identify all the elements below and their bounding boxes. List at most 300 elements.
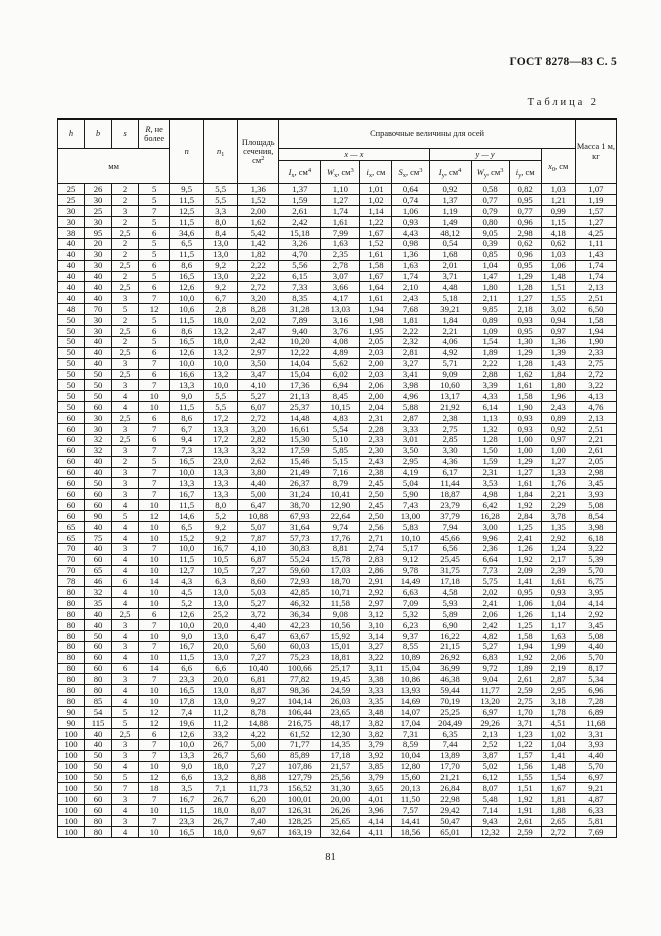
cell: 3,07 bbox=[321, 271, 360, 282]
cell: 4,70 bbox=[279, 249, 321, 260]
cell: 8,0 bbox=[204, 217, 238, 228]
cell: 26,7 bbox=[204, 739, 238, 750]
cell: 50 bbox=[85, 783, 112, 794]
cell: 60 bbox=[85, 489, 112, 500]
cell: 59,44 bbox=[429, 685, 471, 696]
cell: 0,93 bbox=[509, 424, 541, 435]
cell: 1,07 bbox=[575, 184, 616, 195]
cell: 0,94 bbox=[541, 315, 575, 326]
cell: 3,35 bbox=[360, 696, 392, 707]
cell: 25,56 bbox=[321, 772, 360, 783]
cell: 40 bbox=[58, 249, 85, 260]
table-row bbox=[58, 413, 617, 424]
cell: 40 bbox=[58, 260, 85, 271]
cell: 75 bbox=[85, 532, 112, 543]
cell: 1,52 bbox=[360, 238, 392, 249]
cell: 1,58 bbox=[509, 391, 541, 402]
cell: 3,72 bbox=[238, 609, 279, 620]
cell: 2,75 bbox=[509, 696, 541, 707]
cell: 13,3 bbox=[170, 750, 204, 761]
cell: 1,02 bbox=[360, 195, 392, 206]
cell: 6 bbox=[139, 369, 170, 380]
cell: 2,21 bbox=[541, 489, 575, 500]
cell: 6,94 bbox=[321, 380, 360, 391]
cell: 17,70 bbox=[429, 761, 471, 772]
cell: 1,48 bbox=[541, 761, 575, 772]
cell: 60 bbox=[58, 413, 85, 424]
cell: 1,00 bbox=[509, 445, 541, 456]
cell: 3,3 bbox=[204, 206, 238, 217]
cell: 2,83 bbox=[360, 554, 392, 565]
col-wx-header: $W_x$, $см^3$ bbox=[321, 161, 360, 184]
cell: 6,6 bbox=[204, 663, 238, 674]
cell: 11,5 bbox=[170, 315, 204, 326]
cell: 2,35 bbox=[321, 249, 360, 260]
cell: 10,0 bbox=[170, 358, 204, 369]
cell: 2,05 bbox=[360, 336, 392, 347]
cell: 65,01 bbox=[429, 826, 471, 837]
cell: 15,18 bbox=[279, 227, 321, 238]
cell: 6 bbox=[139, 728, 170, 739]
cell: 10,0 bbox=[170, 739, 204, 750]
cell: 3,98 bbox=[575, 522, 616, 533]
cell: 0,93 bbox=[509, 315, 541, 326]
cell: 26,03 bbox=[321, 696, 360, 707]
cell: 1,94 bbox=[575, 325, 616, 336]
cell: 80 bbox=[58, 641, 85, 652]
cell: 8,07 bbox=[238, 805, 279, 816]
cell: 1,61 bbox=[509, 380, 541, 391]
cell: 5,02 bbox=[471, 761, 509, 772]
cell: 31,64 bbox=[279, 522, 321, 533]
cell: 60 bbox=[58, 489, 85, 500]
cell: 3,33 bbox=[392, 424, 429, 435]
cell: 2,30 bbox=[360, 445, 392, 456]
cell: 4 bbox=[112, 826, 139, 837]
cell: 14,88 bbox=[238, 718, 279, 729]
cell: 100 bbox=[58, 728, 85, 739]
cell: 15,46 bbox=[279, 456, 321, 467]
cell: 35 bbox=[85, 598, 112, 609]
cell: 14,04 bbox=[279, 358, 321, 369]
cell: 16,7 bbox=[204, 543, 238, 554]
cell: 30 bbox=[85, 249, 112, 260]
cell: 10 bbox=[139, 826, 170, 837]
cell: 10,0 bbox=[170, 543, 204, 554]
cell: 13,3 bbox=[204, 445, 238, 456]
cell: 3,10 bbox=[360, 620, 392, 631]
cell: 60 bbox=[85, 500, 112, 511]
cell: 1,37 bbox=[429, 195, 471, 206]
cell: 13,3 bbox=[204, 467, 238, 478]
cell: 7,87 bbox=[238, 532, 279, 543]
table-row bbox=[58, 424, 617, 435]
cell: 6,42 bbox=[471, 500, 509, 511]
cell: 10,0 bbox=[204, 380, 238, 391]
col-iy-moment-header: $I_y$, $см^4$ bbox=[429, 161, 471, 184]
cell: 67,93 bbox=[279, 511, 321, 522]
cell: 60 bbox=[58, 500, 85, 511]
table-row bbox=[58, 358, 617, 369]
cell: 6,87 bbox=[238, 554, 279, 565]
cell: 2 bbox=[112, 456, 139, 467]
cell: 3 bbox=[112, 739, 139, 750]
cell: 1,37 bbox=[279, 184, 321, 195]
cell: 30 bbox=[85, 217, 112, 228]
cell: 2,03 bbox=[360, 347, 392, 358]
cell: 1,02 bbox=[541, 728, 575, 739]
cell: 10 bbox=[139, 500, 170, 511]
cell: 11,44 bbox=[429, 478, 471, 489]
cell: 40 bbox=[85, 543, 112, 554]
cell: 11,5 bbox=[170, 402, 204, 413]
cell: 16,6 bbox=[170, 369, 204, 380]
cell: 3 bbox=[112, 424, 139, 435]
cell: 5,18 bbox=[429, 293, 471, 304]
cell: 19,45 bbox=[321, 674, 360, 685]
cell: 40 bbox=[85, 728, 112, 739]
cell: 100 bbox=[58, 805, 85, 816]
cell: 4 bbox=[112, 522, 139, 533]
cell: 6,83 bbox=[471, 652, 509, 663]
cell: 60 bbox=[85, 641, 112, 652]
cell: 6 bbox=[139, 347, 170, 358]
table-row bbox=[58, 347, 617, 358]
cell: 100 bbox=[58, 826, 85, 837]
cell: 40 bbox=[85, 293, 112, 304]
cell: 80 bbox=[58, 652, 85, 663]
cell: 0,95 bbox=[509, 325, 541, 336]
cell: 26,92 bbox=[429, 652, 471, 663]
cell: 34,6 bbox=[170, 227, 204, 238]
cell: 9,78 bbox=[392, 565, 429, 576]
cell: 5,83 bbox=[392, 522, 429, 533]
cell: 32 bbox=[85, 587, 112, 598]
cell: 6,12 bbox=[471, 772, 509, 783]
cell: 2 bbox=[112, 195, 139, 206]
cell: 5,70 bbox=[575, 652, 616, 663]
cell: 85,89 bbox=[279, 750, 321, 761]
cell: 2,51 bbox=[575, 293, 616, 304]
cell: 4,08 bbox=[321, 336, 360, 347]
cell: 3 bbox=[112, 467, 139, 478]
cell: 2,43 bbox=[392, 293, 429, 304]
cell: 40 bbox=[58, 238, 85, 249]
cell: 1,57 bbox=[509, 750, 541, 761]
cell: 12,22 bbox=[279, 347, 321, 358]
cell: 5,81 bbox=[575, 816, 616, 827]
cell: 9,2 bbox=[204, 532, 238, 543]
cell: 1,17 bbox=[541, 620, 575, 631]
cell: 2,31 bbox=[471, 467, 509, 478]
cell: 80 bbox=[85, 685, 112, 696]
cell: 6,17 bbox=[429, 467, 471, 478]
cell: 0,54 bbox=[429, 238, 471, 249]
cell: 21,92 bbox=[429, 402, 471, 413]
cell: 50 bbox=[58, 402, 85, 413]
cell: 10,89 bbox=[392, 652, 429, 663]
cell: 8,17 bbox=[575, 663, 616, 674]
cell: 7,69 bbox=[575, 826, 616, 837]
cell: 2,11 bbox=[471, 293, 509, 304]
cell: 15,04 bbox=[392, 663, 429, 674]
cell: 2 bbox=[112, 336, 139, 347]
cell: 5,54 bbox=[321, 424, 360, 435]
cell: 0,58 bbox=[471, 184, 509, 195]
cell: 1,06 bbox=[392, 206, 429, 217]
cell: 4,17 bbox=[321, 293, 360, 304]
cell: 5,5 bbox=[204, 391, 238, 402]
cell: 6,90 bbox=[429, 620, 471, 631]
cell: 2,45 bbox=[360, 500, 392, 511]
cell: 1,54 bbox=[541, 772, 575, 783]
cell: 1,42 bbox=[238, 238, 279, 249]
cell: 1,51 bbox=[509, 783, 541, 794]
cell: 1,03 bbox=[541, 249, 575, 260]
cell: 11,5 bbox=[170, 195, 204, 206]
cell: 2,22 bbox=[392, 325, 429, 336]
cell: 10 bbox=[139, 761, 170, 772]
col-b-header: b bbox=[85, 119, 112, 149]
cell: 3,82 bbox=[360, 728, 392, 739]
table-row bbox=[58, 434, 617, 445]
cell: 18,0 bbox=[204, 336, 238, 347]
cell: 4,11 bbox=[360, 826, 392, 837]
cell: 25,45 bbox=[429, 554, 471, 565]
cell: 1,29 bbox=[509, 456, 541, 467]
cell: 4,14 bbox=[575, 598, 616, 609]
cell: 2,87 bbox=[541, 674, 575, 685]
page-number: 81 bbox=[325, 852, 336, 863]
cell: 3,12 bbox=[360, 609, 392, 620]
cell: 12 bbox=[139, 718, 170, 729]
cell: 2,51 bbox=[575, 424, 616, 435]
cell: 10,10 bbox=[392, 532, 429, 543]
cell: 5,60 bbox=[238, 641, 279, 652]
cell: 4,96 bbox=[392, 391, 429, 402]
cell: 2,98 bbox=[509, 227, 541, 238]
cell: 2 bbox=[112, 315, 139, 326]
table-row bbox=[58, 674, 617, 685]
cell: 1,63 bbox=[321, 238, 360, 249]
cell: 1,89 bbox=[509, 663, 541, 674]
cell: 7 bbox=[139, 674, 170, 685]
cell: 4 bbox=[112, 761, 139, 772]
cell: 2,75 bbox=[575, 358, 616, 369]
col-ix-radius-header: $i_x$, см bbox=[360, 161, 392, 184]
cell: 2,97 bbox=[238, 347, 279, 358]
cell: 6,97 bbox=[471, 707, 509, 718]
table-row bbox=[58, 402, 617, 413]
cell: 7 bbox=[139, 543, 170, 554]
cell: 7,27 bbox=[238, 761, 279, 772]
cell: 11,58 bbox=[321, 598, 360, 609]
cell: 48,12 bbox=[429, 227, 471, 238]
cell: 8,07 bbox=[471, 783, 509, 794]
cell: 10 bbox=[139, 652, 170, 663]
cell: 3,50 bbox=[392, 445, 429, 456]
cell: 13,0 bbox=[204, 587, 238, 598]
cell: 3,20 bbox=[238, 293, 279, 304]
cell: 2,92 bbox=[575, 609, 616, 620]
cell: 1,94 bbox=[509, 641, 541, 652]
table-row bbox=[58, 217, 617, 228]
cell: 4,10 bbox=[238, 543, 279, 554]
cell: 4 bbox=[112, 598, 139, 609]
cell: 2,72 bbox=[575, 369, 616, 380]
cell: 2,5 bbox=[112, 282, 139, 293]
cell: 17,2 bbox=[204, 413, 238, 424]
cell: 7,68 bbox=[392, 304, 429, 315]
cell: 1,56 bbox=[509, 761, 541, 772]
cell: 10,04 bbox=[392, 750, 429, 761]
cell: 13,03 bbox=[321, 304, 360, 315]
cell: 4,13 bbox=[575, 391, 616, 402]
cell: 10,5 bbox=[204, 565, 238, 576]
cell: 9,67 bbox=[238, 826, 279, 837]
cell: 4,83 bbox=[321, 413, 360, 424]
cell: 100 bbox=[58, 783, 85, 794]
cell: 4,25 bbox=[575, 227, 616, 238]
cell: 10 bbox=[139, 696, 170, 707]
cell: 1,96 bbox=[541, 391, 575, 402]
cell: 100 bbox=[58, 750, 85, 761]
cell: 2,91 bbox=[360, 576, 392, 587]
cell: 5,27 bbox=[238, 598, 279, 609]
cell: 10,88 bbox=[238, 511, 279, 522]
cell: 80 bbox=[58, 663, 85, 674]
cell: 2,5 bbox=[112, 227, 139, 238]
cell: 16,5 bbox=[170, 456, 204, 467]
cell: 1,74 bbox=[575, 271, 616, 282]
cell: 10,56 bbox=[321, 620, 360, 631]
cell: 1,62 bbox=[509, 369, 541, 380]
table-row bbox=[58, 195, 617, 206]
table-row bbox=[58, 685, 617, 696]
cell: 1,27 bbox=[321, 195, 360, 206]
cell: 4,01 bbox=[360, 794, 392, 805]
cell: 3,5 bbox=[170, 783, 204, 794]
cell: 15,04 bbox=[279, 369, 321, 380]
document-reference: ГОСТ 8278—83 С. 5 bbox=[509, 56, 617, 68]
cell: 9,21 bbox=[575, 783, 616, 794]
cell: 26,7 bbox=[204, 816, 238, 827]
table-row bbox=[58, 620, 617, 631]
cell: 2,84 bbox=[509, 511, 541, 522]
cell: 30,83 bbox=[279, 543, 321, 554]
cell: 1,61 bbox=[509, 478, 541, 489]
cell: 1,49 bbox=[429, 217, 471, 228]
cell: 14,6 bbox=[170, 511, 204, 522]
cell: 25 bbox=[58, 195, 85, 206]
cell: 2,87 bbox=[392, 413, 429, 424]
table-row bbox=[58, 696, 617, 707]
cell: 18,0 bbox=[204, 826, 238, 837]
cell: 2,06 bbox=[541, 652, 575, 663]
cell: 10,41 bbox=[321, 489, 360, 500]
cell: 3,00 bbox=[471, 522, 509, 533]
cell: 2,43 bbox=[360, 456, 392, 467]
cell: 6 bbox=[112, 576, 139, 587]
cell: 71,77 bbox=[279, 739, 321, 750]
cell: 19,6 bbox=[170, 718, 204, 729]
cell: 2,61 bbox=[279, 206, 321, 217]
cell: 2 bbox=[112, 217, 139, 228]
cell: 12,6 bbox=[170, 282, 204, 293]
cell: 3,18 bbox=[541, 696, 575, 707]
cell: 3,85 bbox=[360, 761, 392, 772]
cell: 5 bbox=[112, 718, 139, 729]
cell: 11,68 bbox=[575, 718, 616, 729]
cell: 2,01 bbox=[429, 260, 471, 271]
axis-xx-group-header: x — x bbox=[279, 149, 429, 161]
cell: 5,90 bbox=[392, 489, 429, 500]
cell: 0,97 bbox=[541, 434, 575, 445]
cell: 10 bbox=[139, 391, 170, 402]
cell: 3 bbox=[112, 380, 139, 391]
cell: 14,49 bbox=[392, 576, 429, 587]
cell: 40 bbox=[85, 467, 112, 478]
cell: 9,37 bbox=[392, 630, 429, 641]
cell: 1,04 bbox=[471, 260, 509, 271]
cell: 3 bbox=[112, 206, 139, 217]
cell: 5 bbox=[139, 271, 170, 282]
cell: 6,63 bbox=[392, 587, 429, 598]
cell: 2,59 bbox=[509, 826, 541, 837]
cell: 0,89 bbox=[541, 413, 575, 424]
cell: 6,15 bbox=[279, 271, 321, 282]
cell: 5,08 bbox=[575, 630, 616, 641]
cell: 18 bbox=[139, 783, 170, 794]
cell: 18,0 bbox=[204, 805, 238, 816]
cell: 2,97 bbox=[360, 598, 392, 609]
cell: 38 bbox=[58, 227, 85, 238]
cell: 2,29 bbox=[541, 500, 575, 511]
col-r-header: R, не более bbox=[139, 119, 170, 149]
cell: 60 bbox=[58, 434, 85, 445]
cell: 13,3 bbox=[204, 424, 238, 435]
cell: 2,06 bbox=[471, 609, 509, 620]
cell: 21,49 bbox=[279, 467, 321, 478]
cell: 4,40 bbox=[575, 641, 616, 652]
cell: 8,0 bbox=[204, 500, 238, 511]
cell: 17,04 bbox=[392, 718, 429, 729]
cell: 75,23 bbox=[279, 652, 321, 663]
cell: 6 bbox=[139, 282, 170, 293]
cell: 5 bbox=[139, 249, 170, 260]
cell: 30 bbox=[58, 217, 85, 228]
cell: 6,07 bbox=[238, 402, 279, 413]
cell: 40 bbox=[85, 358, 112, 369]
cell: 8,59 bbox=[392, 739, 429, 750]
cell: 26,84 bbox=[429, 783, 471, 794]
cell: 1,35 bbox=[541, 522, 575, 533]
cell: 0,98 bbox=[392, 238, 429, 249]
cell: 40 bbox=[58, 271, 85, 282]
cell: 80 bbox=[58, 696, 85, 707]
cell: 11,5 bbox=[170, 652, 204, 663]
cell: 5,5 bbox=[204, 195, 238, 206]
cell: 1,30 bbox=[509, 336, 541, 347]
cell: 3 bbox=[112, 445, 139, 456]
cell: 90 bbox=[58, 718, 85, 729]
cell: 7,44 bbox=[429, 739, 471, 750]
cell: 3 bbox=[112, 641, 139, 652]
table-row bbox=[58, 511, 617, 522]
cell: 6 bbox=[139, 609, 170, 620]
cell: 31,75 bbox=[429, 565, 471, 576]
cell: 13,3 bbox=[170, 380, 204, 391]
